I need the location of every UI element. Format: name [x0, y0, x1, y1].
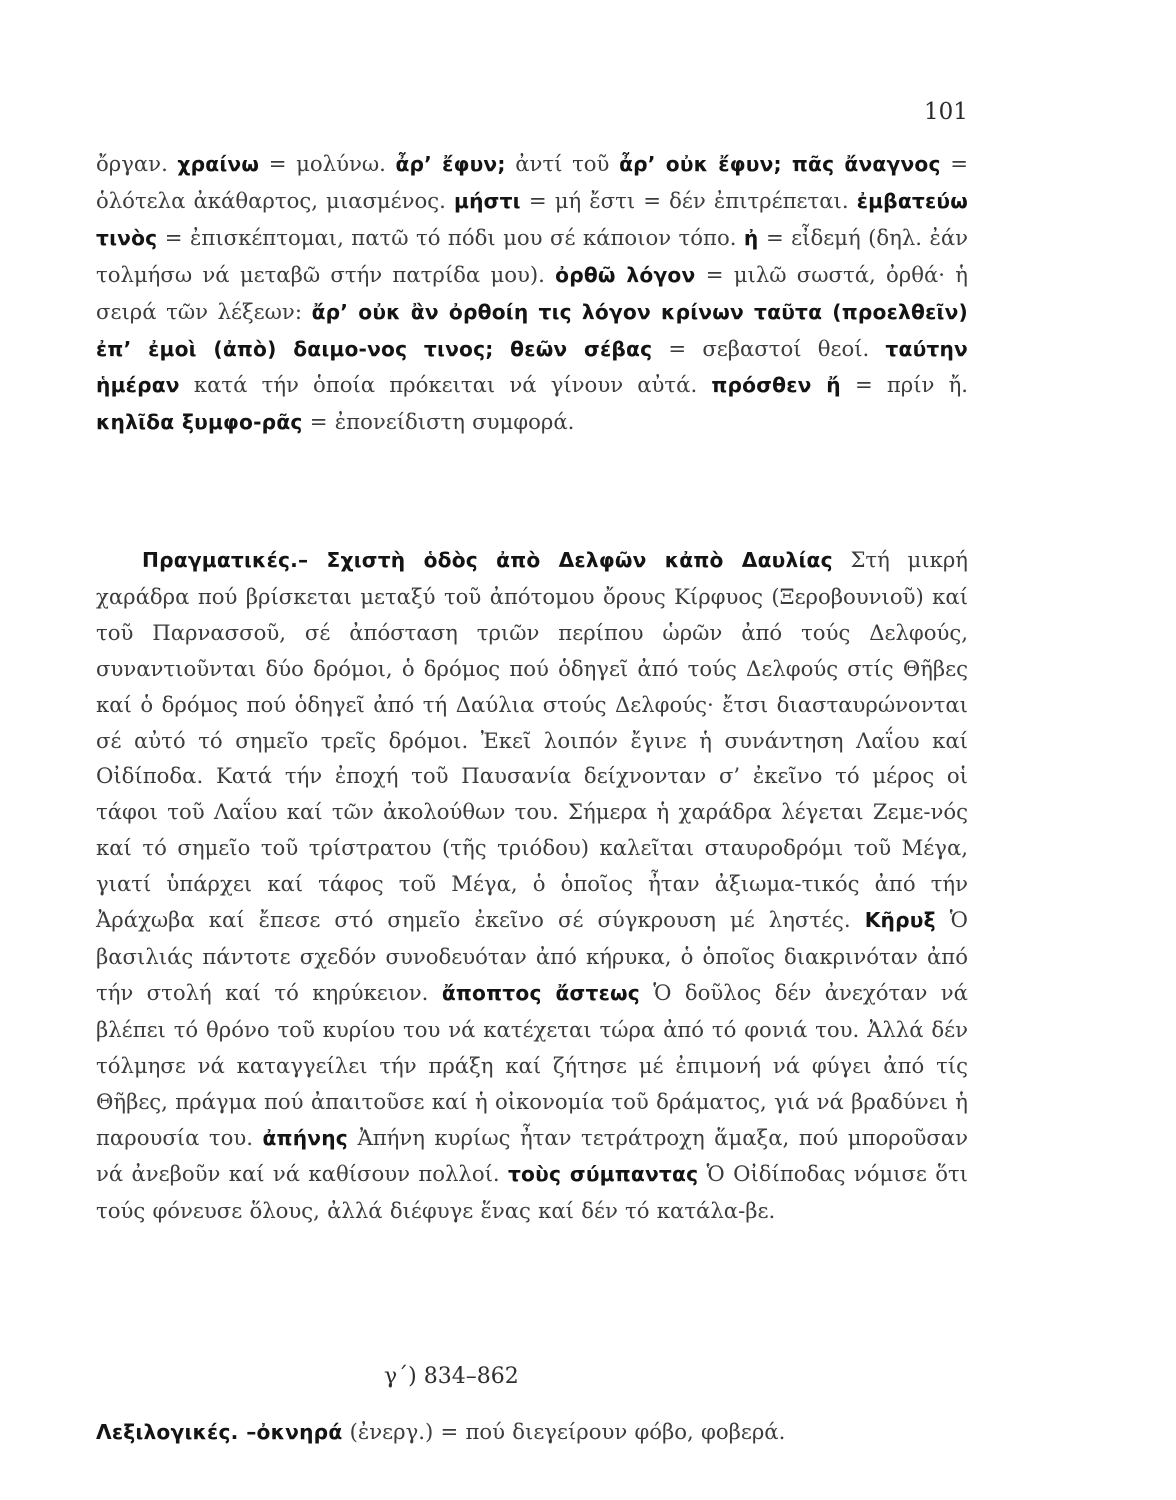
body-text: = πρίν ἤ.: [840, 372, 968, 398]
page-number: 101: [924, 99, 968, 125]
body-text: = ὁλότελα ἀκάθαρτος, μιασμένος.: [96, 151, 969, 213]
body-text: κατά τήν ὁποία πρόκειται νά γίνουν αὐτά.: [179, 372, 712, 398]
bold-headword: χραίνω: [177, 152, 260, 176]
body-text: ἀντί τοῦ: [505, 151, 620, 176]
body-text: = μιλῶ σωστά, ὀρθά· ἡ σειρά τῶν λέξεων:: [96, 261, 968, 324]
body-text: = μολύνω.: [259, 151, 396, 176]
section-heading: γ΄) 834–862: [384, 1364, 519, 1389]
bold-headword: ἆρ’ οὐκ ἔφυν; πᾶς ἄναγνος: [619, 152, 941, 176]
commentary-paragraph: [96, 542, 968, 1229]
body-text: (ἐνεργ.) = πού διεγείρουν φόβο, φοβερά.: [342, 1419, 786, 1444]
bold-headword: ἄρ’ οὐκ ἂν ὀρθοίη τις λόγον κρίνων ταῦτα (προελθεῖν) ἐπ’ ἐμοὶ (ἀπὸ) δαιμο-νος τινος; θεῶν σέβας: [96, 299, 968, 361]
body-text: Ὁ βασιλιάς πάντοτε σχεδόν συνοδευόταν ἀπό κήρυκα, ὁ ὁποῖος διακρινόταν ἀπό τήν στολή καί τό κηρύκειον.: [96, 907, 968, 1005]
bold-headword: Λεξιλογικές. –ὀκνηρά: [96, 1420, 343, 1444]
bold-headword: ἐμβατεύω τινὸς: [96, 188, 968, 250]
bold-headword: μήστι: [454, 188, 521, 213]
body-text: = ἐπονείδιστη συμφορά.: [302, 409, 575, 435]
body-text: = μή ἔστι = δέν ἐπιτρέπεται.: [520, 187, 857, 213]
bold-headword: ὀρθῶ λόγον: [555, 262, 696, 287]
glossary-paragraph: [96, 146, 968, 441]
body-text: = εἶδεμή (δηλ. ἐάν τολμήσω νά μεταβῶ στήν πατρίδα μου).: [96, 224, 969, 287]
bold-headword: πρόσθεν ἤ: [711, 373, 841, 398]
bold-headword: Πραγματικές.– Σχιστὴ ὁδὸς ἀπὸ Δελφῶν κἀπὸ Δαυλίας: [142, 548, 833, 572]
bold-headword: ἄποπτος ἄστεως: [441, 980, 640, 1005]
bold-headword: ἠ: [743, 225, 759, 250]
body-text: Ὁ Οἰδίποδας νόμισε ὅτι τούς φόνευσε ὅλους, ἀλλά διέφυγε ἕνας καί δέν τό κατάλα-βε.: [96, 1161, 968, 1224]
body-text: = σεβαστοί θεοί.: [652, 335, 886, 361]
bold-headword: τοὺς σύμπαντας: [507, 1162, 699, 1187]
bold-headword: ταύτην ἡμέραν: [96, 336, 969, 398]
bold-headword: Κῆρυξ: [864, 908, 936, 933]
body-text: Ὁ δοῦλος δέν ἀνεχόταν νά βλέπει τό θρόνο τοῦ κυρίου του νά κατέχεται τώρα ἀπό τό φονιά του. Ἀλλά δέν τόλμησε νά καταγγείλει τήν πράξη καί ζήτησε μέ ἐπιμονή νά φύγει ἀπό τίς Θῆβες, πράγμα πού ἀπαιτοῦσε καί ἡ οἰκονομία τοῦ δράματος, γιά νά βραδύνει ἡ παρουσία του.: [96, 979, 968, 1150]
bold-headword: κηλῖδα ξυμφο-ρᾶς: [96, 410, 303, 435]
lexical-paragraph: [96, 1414, 968, 1451]
bold-headword: ἀπήνης: [262, 1125, 348, 1150]
bold-headword: ἆρ’ ἔφυν;: [395, 152, 506, 176]
body-text: ὄργαν.: [96, 151, 178, 176]
body-text: Στή μικρή χαράδρα πού βρίσκεται μεταξύ τοῦ ἀπότομου ὄρους Κίρφυος (Ξεροβουνιοῦ) καί τοῦ Παρνασσοῦ, σέ ἀπόσταση τριῶν περίπου ὡρῶν ἀπό τούς Δελφούς, συναντιοῦνται δύο δρόμοι, ὁ δρόμος πού ὁδηγεῖ ἀπό τούς Δελφούς στίς Θῆβες καί ὁ δρόμος πού ὁδηγεῖ ἀπό τή Δαύλια στούς Δελφούς· ἔτσι διασταυρώνονται σέ αὐτό τό σημεῖο τρεῖς δρόμοι. Ἐκεῖ λοιπόν ἔγινε ἡ συνάντηση Λαΐου καί Οἰδίποδα. Κατά τήν ἐποχή τοῦ Παυσανία δείχνονταν σ’ ἐκεῖνο τό μέρος οἱ τάφοι τοῦ Λαΐου καί τῶν ἀκολούθων του. Σήμερα ἡ χαράδρα λέγεται Ζεμε-νός καί τό σημεῖο τοῦ τρίστρατου (τῆς τριόδου) καλεῖται σταυροδρόμι τοῦ Μέγα, γιατί ὑπάρχει καί τάφος τοῦ Μέγα, ὁ ὁποῖος ἦταν ἀξιωμα-τικός ἀπό τήν Ἀράχωβα καί ἔπεσε στό σημεῖο ἐκεῖνο σέ σύγκρουση μέ ληστές.: [96, 547, 968, 933]
body-text: = ἐπισκέπτομαι, πατῶ τό πόδι μου σέ κάποιον τόπο.: [157, 224, 744, 250]
body-text: Ἀπήνη κυρίως ἦταν τετράτροχη ἅμαξα, πού μποροῦσαν νά ἀνεβοῦν καί νά καθίσουν πολλοί.: [96, 1124, 968, 1187]
